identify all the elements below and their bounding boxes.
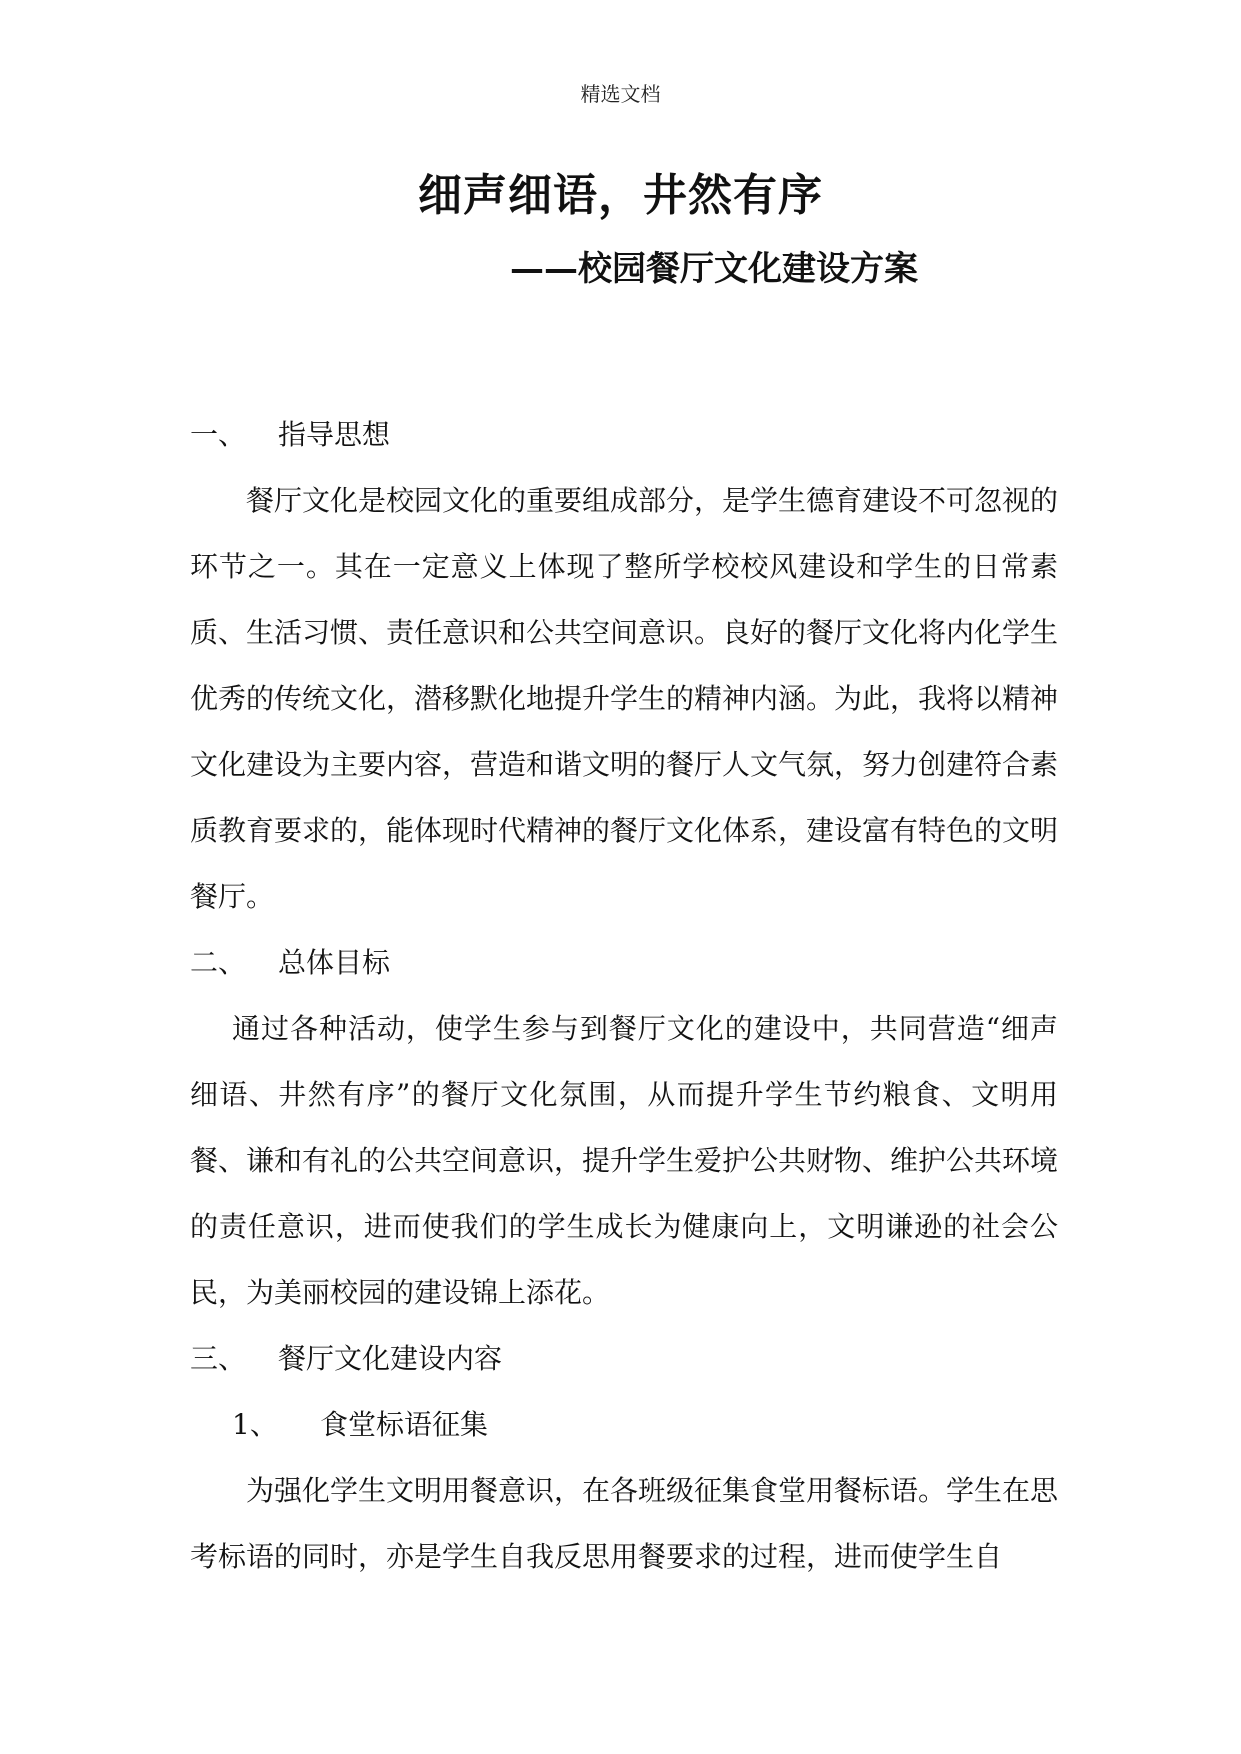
- section-paragraph: 通过各种活动，使学生参与到餐厅文化的建设中，共同营造“细声细语、井然有序”的餐厅文化氛围，从而提升学生节约粮食、文明用餐、谦和有礼的公共空间意识，提升学生爱护公共财物、维护公共环境的责任意识，进而使我们的学生成长为健康向上，文明谦逊的社会公民，为美丽校园的建设锦上添花。: [190, 1012, 1059, 1309]
- subsection-number: 1、: [232, 1408, 278, 1441]
- section-title: 指导思想: [278, 418, 391, 451]
- section-heading: [190, 402, 1058, 468]
- document-title: 细声细语，井然有序: [418, 170, 823, 221]
- section-heading: [190, 1326, 1058, 1392]
- section-paragraph: 餐厅文化是校园文化的重要组成部分，是学生德育建设不可忽视的环节之一。其在一定意义上体现了整所学校校风建设和学生的日常素质、生活习惯、责任意识和公共空间意识。良好的餐厅文化将内化学生优秀的传统文化，潜移默化地提升学生的精神内涵。为此，我将以精神文化建设为主要内容，营造和谐文明的餐厅人文气氛，努力创建符合素质教育要求的，能体现时代精神的餐厅文化体系，建设富有特色的文明餐厅。: [190, 484, 1059, 913]
- section-number: 二、: [190, 946, 247, 979]
- subsection-paragraph: 为强化学生文明用餐意识，在各班级征集食堂用餐标语。学生在思考标语的同时，亦是学生自我反思用餐要求的过程，进而使学生自: [190, 1474, 1059, 1573]
- section-title: 餐厅文化建设内容: [278, 1342, 503, 1375]
- section-heading: [190, 930, 1058, 996]
- page-header: 精选文档: [580, 82, 661, 106]
- section-number: 三、: [190, 1342, 247, 1375]
- section-number: 一、: [190, 418, 247, 451]
- section-title: 总体目标: [278, 946, 391, 979]
- document-subtitle: ——校园餐厅文化建设方案: [510, 249, 918, 289]
- subsection-heading: [190, 1392, 1058, 1458]
- subsection-title: 食堂标语征集: [320, 1408, 489, 1441]
- document-body: [190, 402, 1058, 1590]
